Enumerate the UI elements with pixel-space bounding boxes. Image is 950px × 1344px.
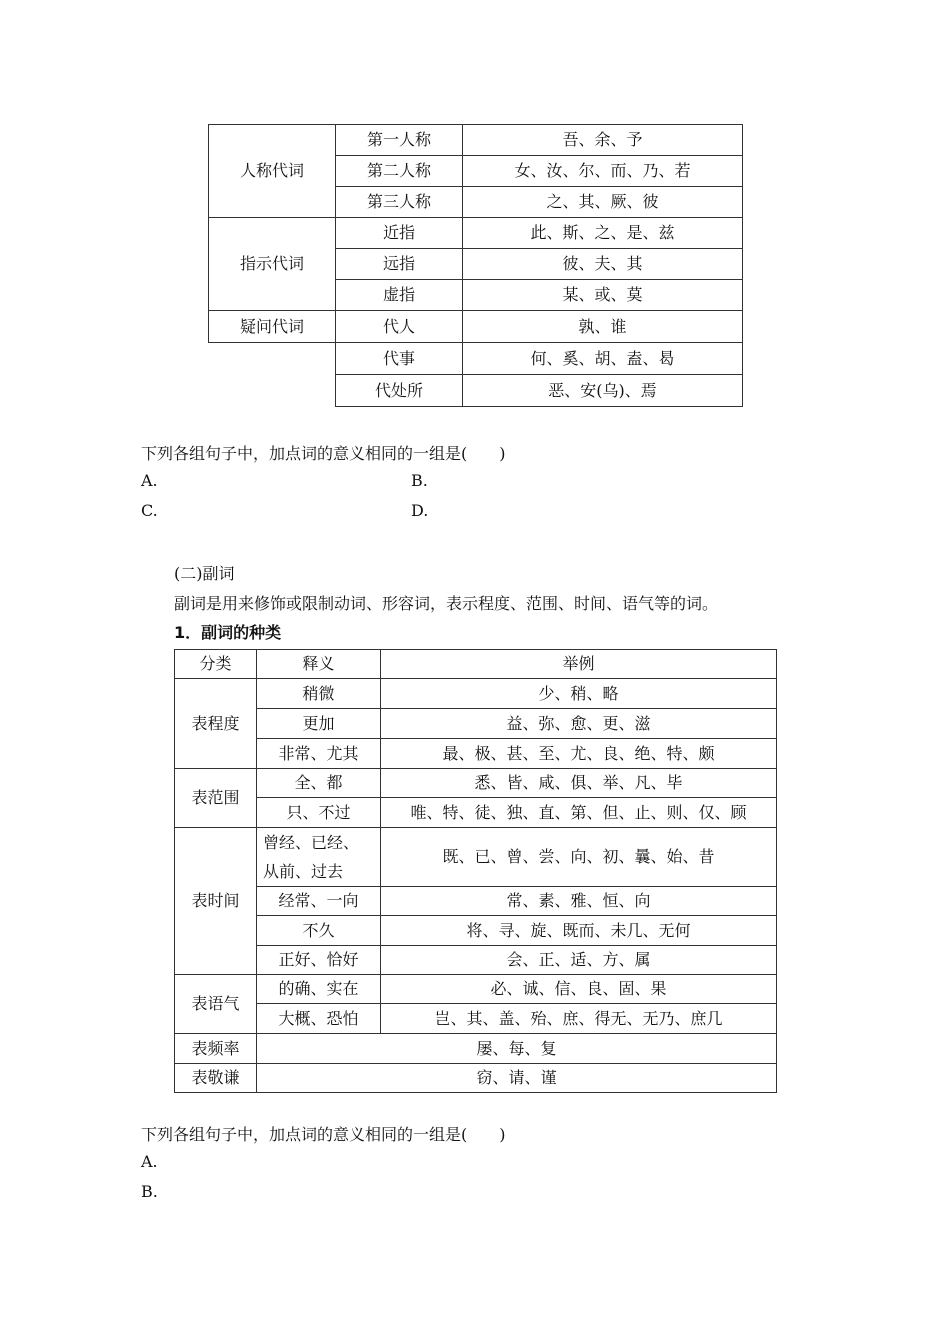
adverb-table <box>174 649 777 1093</box>
category-label: 表范围 <box>175 769 257 828</box>
category-label: 表时间 <box>175 828 257 975</box>
meaning-line: 从前、过去 <box>263 862 344 881</box>
meaning-cell: 非常、尤其 <box>257 739 381 769</box>
examples-cell: 必、诚、信、良、固、果 <box>381 975 777 1004</box>
examples-cell: 何、奚、胡、盍、曷 <box>463 343 743 375</box>
sub-label: 第三人称 <box>336 187 463 218</box>
option-d[interactable]: D. <box>411 501 429 520</box>
section-intro: 副词是用来修饰或限制动词、形容词，表示程度、范围、时间、语气等的词。 <box>174 594 719 613</box>
sub-label: 代事 <box>336 343 463 375</box>
option-b[interactable]: B. <box>411 471 428 490</box>
category-label: 表频率 <box>175 1034 257 1064</box>
sub-label: 远指 <box>336 249 463 280</box>
group-label: 指示代词 <box>209 218 336 311</box>
meaning-line: 曾经、已经、 <box>263 833 360 852</box>
meaning-cell: 不久 <box>257 916 381 946</box>
examples-cell: 彼、夫、其 <box>463 249 743 280</box>
examples-cell: 常、素、雅、恒、向 <box>381 887 777 916</box>
examples-cell: 既、已、曾、尝、向、初、曩、始、昔 <box>381 828 777 887</box>
option-c[interactable]: C. <box>141 501 158 520</box>
sub-label: 近指 <box>336 218 463 249</box>
examples-cell: 悉、皆、咸、俱、举、凡、毕 <box>381 769 777 798</box>
examples-cell: 某、或、莫 <box>463 280 743 311</box>
examples-cell: 此、斯、之、是、兹 <box>463 218 743 249</box>
meaning-cell: 稍微 <box>257 679 381 709</box>
option-b[interactable]: B. <box>141 1182 158 1201</box>
meaning-cell: 大概、恐怕 <box>257 1004 381 1034</box>
pronoun-table <box>208 124 743 407</box>
sub-label: 代人 <box>336 311 463 343</box>
examples-cell: 岂、其、盖、殆、庶、得无、无乃、庶几 <box>381 1004 777 1034</box>
examples-cell: 益、弥、愈、更、滋 <box>381 709 777 739</box>
meaning-cell: 只、不过 <box>257 798 381 828</box>
sub-label: 第二人称 <box>336 156 463 187</box>
sub-label: 第一人称 <box>336 125 463 156</box>
empty-cell <box>209 343 336 375</box>
header-category: 分类 <box>175 650 257 679</box>
examples-cell: 窃、请、谨 <box>257 1064 777 1093</box>
category-label: 表敬谦 <box>175 1064 257 1093</box>
meaning-cell: 的确、实在 <box>257 975 381 1004</box>
examples-cell: 之、其、厥、彼 <box>463 187 743 218</box>
sub-label: 代处所 <box>336 375 463 407</box>
meaning-cell <box>257 828 381 887</box>
subheading: 1．副词的种类 <box>174 623 282 642</box>
examples-cell: 将、寻、旋、既而、未几、无何 <box>381 916 777 946</box>
meaning-cell: 正好、恰好 <box>257 946 381 975</box>
header-examples: 举例 <box>381 650 777 679</box>
examples-cell: 恶、安(乌)、焉 <box>463 375 743 407</box>
question-stem: 下列各组句子中，加点词的意义相同的一组是( ) <box>141 444 506 463</box>
category-label: 表程度 <box>175 679 257 769</box>
meaning-cell: 经常、一向 <box>257 887 381 916</box>
examples-cell: 唯、特、徒、独、直、第、但、止、则、仅、顾 <box>381 798 777 828</box>
group-label: 人称代词 <box>209 125 336 218</box>
meaning-cell: 更加 <box>257 709 381 739</box>
header-meaning: 释义 <box>257 650 381 679</box>
category-label: 表语气 <box>175 975 257 1034</box>
meaning-cell: 全、都 <box>257 769 381 798</box>
examples-cell: 孰、谁 <box>463 311 743 343</box>
section-heading: (二)副词 <box>174 564 235 583</box>
option-a[interactable]: A. <box>141 1152 158 1171</box>
sub-label: 虚指 <box>336 280 463 311</box>
option-a[interactable]: A. <box>141 471 158 490</box>
examples-cell: 最、极、甚、至、尤、良、绝、特、颇 <box>381 739 777 769</box>
group-label: 疑问代词 <box>209 311 336 343</box>
examples-cell: 屡、每、复 <box>257 1034 777 1064</box>
examples-cell: 少、稍、略 <box>381 679 777 709</box>
empty-cell <box>209 375 336 407</box>
question-stem: 下列各组句子中，加点词的意义相同的一组是( ) <box>141 1125 506 1144</box>
examples-cell: 会、正、适、方、属 <box>381 946 777 975</box>
examples-cell: 女、汝、尔、而、乃、若 <box>463 156 743 187</box>
examples-cell: 吾、余、予 <box>463 125 743 156</box>
